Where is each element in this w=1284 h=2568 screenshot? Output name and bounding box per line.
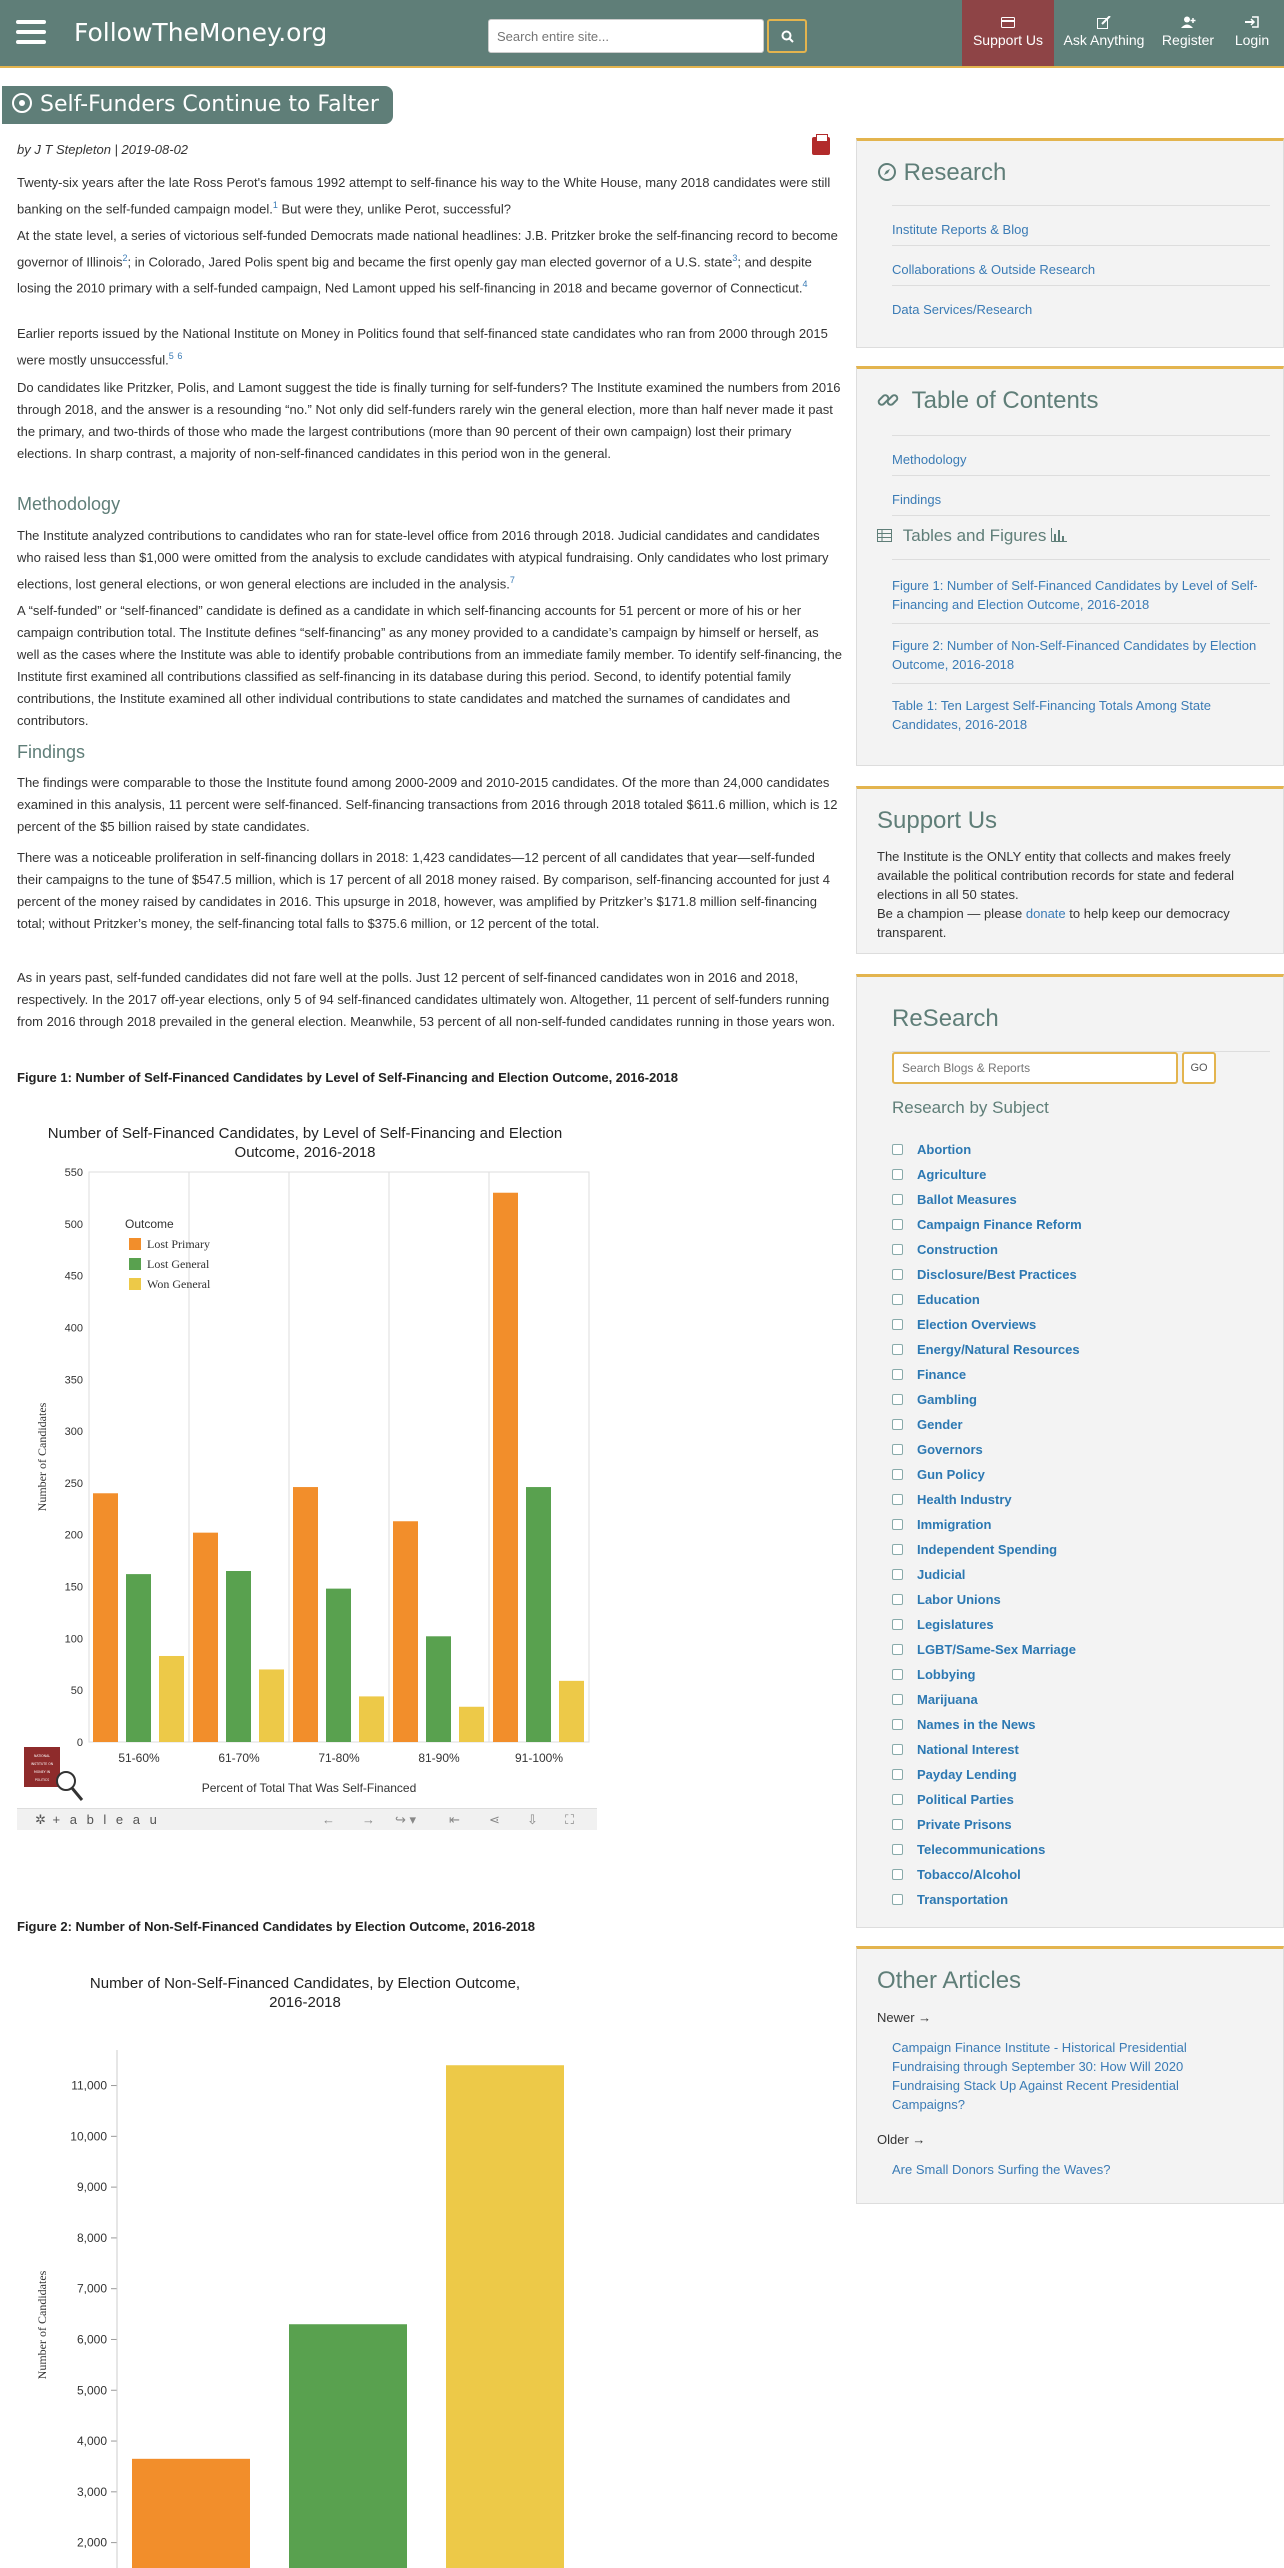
subject-checkbox[interactable] [892,1794,903,1805]
blog-search-go-button[interactable]: GO [1182,1052,1216,1084]
chart1-legend-label: Lost General [147,1257,210,1271]
chart1-legend-swatch [129,1258,141,1270]
chart1-y-tick-label: 500 [64,1218,83,1231]
divider [892,245,1270,246]
subject-checkbox[interactable] [892,1819,903,1830]
older-label: Older → [877,2132,926,2147]
subject-checkbox[interactable] [892,1194,903,1205]
subject-item[interactable] [892,1642,1076,1657]
chart2-y-tick-label: 4,000 [76,2434,107,2449]
chart1-y-tick-label: 200 [64,1529,83,1542]
chart2-y-tick-label: 7,000 [76,2281,107,2296]
toc-link-figure2[interactable]: Figure 2: Number of Non-Self-Financed Candidates by Election Outcome, 2016-2018 [892,638,1257,672]
chart1-bar[interactable] [226,1571,251,1742]
subject-item[interactable] [892,1842,1045,1857]
nav-register[interactable] [1152,0,1224,66]
nav-login-label: Login [1234,32,1270,48]
subject-item[interactable] [892,1767,1017,1782]
subject-item[interactable] [892,1342,1080,1357]
table-icon [877,529,892,542]
chart1-x-tick-label: 71-80% [318,1751,360,1765]
support-description: The Institute is the ONLY entity that collects and makes freely available the political contribution records for state and federal elections in all 50 states. [877,849,1234,902]
chart2-bar[interactable] [289,2324,407,2568]
chart1-y-tick-label: 50 [70,1685,83,1698]
subject-checkbox[interactable] [892,1569,903,1580]
support-panel [856,786,1284,954]
subject-checkbox[interactable] [892,1494,903,1505]
subject-label: Abortion [917,1142,972,1157]
subject-checkbox[interactable] [892,1394,903,1405]
tableau-logo[interactable]: ✲ + a b l e a u [35,1812,160,1827]
chart1-x-tick-label: 51-60% [118,1751,160,1765]
paragraph-state-level [17,225,842,300]
chart1-bar[interactable] [426,1636,451,1742]
figure2-caption: Figure 2: Number of Non-Self-Financed Candidates by Election Outcome, 2016-2018 [17,1919,535,1934]
subject-item[interactable] [892,1517,991,1532]
redo-icon[interactable]: → [362,1812,375,1827]
subject-label: Labor Unions [917,1592,1001,1607]
chart1-bar[interactable] [393,1521,418,1742]
research-panel [856,138,1284,348]
other-articles-panel [856,1946,1284,2204]
paragraph-text: A “self-funded” or “self-financed” candidate is defined as a candidate in which self-financing accounts for 51 percent or more of his or her campaign contribution total. The Institute defines “self-financing” as any money provided to a candidate’s campaign by himself or herself, as well as the cases where the Institute was able to identify probable contributions from an immediate family member. To identify self-financing, the Institute first examined all contributions classified as self-financing in its database during this period. Second, to identify potential family contributions, the Institute examined all other individual contributions to state candidates and matched the surnames of candidates and contributors. [17,603,842,728]
subject-item[interactable] [892,1467,985,1482]
subject-label: Gender [917,1417,963,1432]
toc-link-methodology[interactable]: Methodology [892,452,967,467]
subject-item[interactable] [892,1442,983,1457]
site-logo[interactable]: FollowTheMoney.org [74,18,328,47]
subject-label: Agriculture [917,1167,987,1182]
subject-checkbox[interactable] [892,1744,903,1755]
edit-icon [1056,16,1152,32]
bar-chart-icon [1051,528,1067,542]
older-article-link[interactable]: Are Small Donors Surfing the Waves? [892,2162,1111,2177]
svg-text:NATIONAL: NATIONAL [33,1754,51,1758]
subject-checkbox[interactable] [892,1594,903,1605]
chart1[interactable] [17,1160,597,1808]
subject-item[interactable] [892,1142,971,1157]
subject-checkbox[interactable] [892,1519,903,1530]
research-link-collaborations[interactable]: Collaborations & Outside Research [892,262,1096,277]
subject-checkbox[interactable] [892,1894,903,1905]
subject-item[interactable] [892,1667,976,1682]
subject-label: Campaign Finance Reform [917,1217,1082,1232]
chart1-legend-label: Lost Primary [147,1237,210,1251]
other-articles-title: Other Articles [877,1967,1022,1994]
paragraph-text: There was a noticeable proliferation in self-financing dollars in 2018: 1,423 candidates—12 percent of all candidates that year—self-funded their campaigns to the tune of $547.5 million, which is 17 percent of all 2018 money raised. By comparison, self-financing accounted for just 4 percent of the money raised by candidates in 2016. This upsurge in 2018, however, was amplified by Pritzker’s $171.8 million self-financing total; without Pritzker’s money, the self-financing total falls to $375.6 million, or 12 percent of the total. [17,850,830,931]
subject-checkbox[interactable] [892,1619,903,1630]
subject-checkbox[interactable] [892,1444,903,1455]
subject-label: Tobacco/Alcohol [917,1867,1021,1882]
footnote-link[interactable]: 5 [168,351,174,361]
chart1-y-tick-label: 400 [64,1322,83,1335]
subject-checkbox[interactable] [892,1144,903,1155]
subject-checkbox[interactable] [892,1469,903,1480]
nav-ask-label: Ask Anything [1063,32,1145,48]
research-search-title: ReSearch [892,1005,999,1032]
support-cta-before: Be a champion — please [877,906,1023,921]
subject-item[interactable] [892,1267,1077,1282]
chart1-bar[interactable] [159,1656,184,1742]
print-icon[interactable] [812,137,830,155]
subject-label: Immigration [917,1517,992,1532]
chart1-x-axis-label: Percent of Total That Was Self-Financed [201,1781,417,1795]
subject-checkbox[interactable] [892,1869,903,1880]
toc-link-figure1[interactable]: Figure 1: Number of Self-Financed Candidates by Level of Self-Financing and Election Outcome, 2016-2018 [892,578,1258,612]
paragraph-intro [17,172,842,220]
subject-item[interactable] [892,1867,1021,1882]
heading-methodology: Methodology [17,494,121,514]
subject-label: Governors [917,1442,983,1457]
chart1-x-tick-label: 81-90% [418,1751,460,1765]
chart1-bar[interactable] [259,1669,284,1742]
subject-item[interactable] [892,1317,1036,1332]
subject-label: Gambling [917,1392,977,1407]
subject-label: Transportation [917,1892,1009,1907]
subject-item[interactable] [892,1492,1012,1507]
paragraph-text: Twenty-six years after the late Ross Perot's famous 1992 attempt to self-finance his way to the White House, many 2018 candidates were still banking on the self-funded campaign model. [17,175,831,217]
donate-link[interactable]: donate [1025,906,1066,921]
subject-label: Marijuana [917,1692,978,1707]
nav-ask-anything[interactable] [1056,0,1152,66]
subject-label: Gun Policy [917,1467,985,1482]
heading-findings: Findings [17,742,86,762]
chart1-y-axis-label: Number of Candidates [35,1402,49,1512]
subject-label: Independent Spending [917,1542,1058,1557]
subject-item[interactable] [892,1567,965,1582]
subject-checkbox[interactable] [892,1719,903,1730]
chart2-y-tick-label: 9,000 [76,2180,107,2195]
tableau-toolbar [17,1808,597,1830]
paragraph-tide [17,377,842,465]
login-icon [1224,16,1280,32]
toc-panel [856,366,1284,766]
institute-seal [22,1745,92,1805]
footnote-link[interactable]: 3 [732,253,738,263]
chart1-x-tick-label: 61-70% [218,1751,260,1765]
svg-text:INSTITUTE ON: INSTITUTE ON [30,1762,54,1766]
subject-label: Names in the News [917,1717,1036,1732]
subject-checkbox[interactable] [892,1244,903,1255]
chart1-legend-swatch [129,1278,141,1290]
divider [892,683,1270,684]
chart2[interactable] [17,2010,597,2568]
nav-login[interactable] [1224,0,1280,66]
subject-checkbox[interactable] [892,1369,903,1380]
toc-link-table1[interactable]: Table 1: Ten Largest Self-Financing Totals Among State Candidates, 2016-2018 [892,698,1211,732]
support-cta-after: to help keep our democracy transparent. [877,906,1230,940]
chart1-bar[interactable] [93,1493,118,1742]
research-link-data-services[interactable]: Data Services/Research [892,302,1033,317]
subject-checkbox[interactable] [892,1769,903,1780]
subject-label: Lobbying [917,1667,976,1682]
blog-search-input[interactable] [892,1052,1178,1084]
subject-checkbox[interactable] [892,1694,903,1705]
tables-figures-text: Tables and Figures [902,526,1047,545]
subject-label: LGBT/Same-Sex Marriage [917,1642,1076,1657]
subject-label: Finance [917,1367,967,1382]
paragraph-text: ; and despite losing the 2010 primary with a self-funded campaign, Ned Lamont upped his self-financing in 2018 and became governor of Connecticut. [17,254,812,296]
chart2-y-axis-label: Number of Candidates [35,2270,49,2380]
footnote-link[interactable]: 1 [272,200,278,210]
subject-label: Telecommunications [917,1842,1046,1857]
subject-checkbox[interactable] [892,1344,903,1355]
chart2-y-tick-label: 11,000 [71,2078,107,2093]
nav-support-label: Support Us [972,32,1044,48]
page-title [2,86,393,124]
chart2-y-tick-label: 3,000 [76,2484,107,2499]
paragraph-text: But were they, unlike Perot, successful? [281,201,512,217]
paragraph-findings-1 [17,772,842,838]
subject-item[interactable] [892,1592,1001,1607]
subject-checkbox[interactable] [892,1544,903,1555]
chart2-y-tick-label: 8,000 [76,2230,107,2245]
chart2-y-tick-label: 2,000 [76,2535,107,2550]
svg-text:MONEY IN: MONEY IN [34,1770,50,1774]
link-icon [877,389,899,411]
subject-checkbox[interactable] [892,1269,903,1280]
toc-title-text: Table of Contents [911,387,1099,414]
research-title [877,159,1006,187]
chart1-x-tick-label: 91-100% [514,1751,564,1765]
subject-label: Construction [917,1242,998,1257]
chart1-bar[interactable] [559,1681,584,1742]
subject-item[interactable] [892,1292,980,1307]
footnote-link[interactable]: 4 [802,279,808,290]
research-by-subject-heading: Research by Subject [892,1098,1049,1117]
subject-item[interactable] [892,1367,966,1382]
tables-figures-heading [877,526,1067,546]
tableau-logo-text: + a b l e a u [52,1812,160,1827]
paragraph-text: As in years past, self-funded candidates did not fare well at the polls. Just 12 percent of self-financed candidates won in 2016 and 2018, respectively. In the 2017 off-year elections, only 5 of 94 self-financed candidates ultimately won. Altogether, 11 percent of self-funders running from 2016 through 2018 prevailed in the general election. Meanwhile, 53 percent of all non-self-funded candidates running in those years won. [17,970,836,1029]
site-search-button[interactable] [767,19,807,53]
subject-label: Disclosure/Best Practices [917,1267,1077,1282]
chart1-legend-label: Won General [147,1277,211,1291]
chart1-y-tick-label: 150 [64,1581,83,1594]
credit-card-icon [962,16,1054,32]
chart1-bar[interactable] [526,1487,551,1742]
subject-checkbox[interactable] [892,1319,903,1330]
subject-checkbox[interactable] [892,1844,903,1855]
subject-item[interactable] [892,1167,986,1182]
subject-label: Education [917,1292,980,1307]
paragraph-methodology-2 [17,600,842,732]
paragraph-earlier-reports [17,323,842,371]
chart1-bar[interactable] [126,1574,151,1742]
fullscreen-icon[interactable]: ⛶ [565,1812,575,1827]
search-icon [781,30,794,43]
research-link-reports[interactable]: Institute Reports & Blog [892,222,1029,237]
chart1-bar[interactable] [459,1707,484,1742]
chart1-y-tick-label: 450 [64,1270,83,1283]
subject-item[interactable] [892,1242,998,1257]
subject-item[interactable] [892,1792,1014,1807]
chart1-y-tick-label: 250 [64,1477,83,1490]
subject-label: Ballot Measures [917,1192,1017,1207]
byline: by J T Stepleton | 2019-08-02 [17,142,189,157]
compass-icon [12,93,32,113]
divider [892,205,1270,206]
add-user-icon [1152,16,1224,32]
chart2-bar[interactable] [446,2065,564,2568]
site-search-input[interactable] [488,19,764,53]
page-title-text: Self-Funders Continue to Falter [40,92,379,117]
reset-icon[interactable]: ⇤ [449,1812,460,1827]
chart1-y-tick-label: 300 [64,1426,83,1439]
chart2-y-tick-label: 6,000 [76,2332,107,2347]
chart1-bar[interactable] [359,1696,384,1742]
newer-label: Newer → [877,2010,932,2025]
subject-label: Legislatures [917,1617,994,1632]
chart1-y-tick-label: 0 [76,1737,83,1749]
paragraph-text: Earlier reports issued by the National Institute on Money in Politics found that self-financed state candidates who ran from 2000 through 2015 were mostly unsuccessful. [17,326,828,368]
chart1-y-tick-label: 350 [64,1374,83,1387]
chart1-bar[interactable] [326,1589,351,1742]
divider [892,623,1270,624]
subject-item[interactable] [892,1542,1057,1557]
footnote-link[interactable]: 7 [509,575,515,585]
subject-item[interactable] [892,1417,963,1432]
subject-label: Political Parties [917,1792,1014,1807]
paragraph-text: Do candidates like Pritzker, Polis, and Lamont suggest the tide is finally turning for self-funders? The Institute examined the numbers from 2016 through 2018, and the answer is a resounding “no.” Not only did self-funders rarely win the general election, more than half never made it past the primary, and two-thirds of those who made the largest contributions (more than 90 percent of their own campaign) lost their primary elections. In sharp contrast, a majority of non-self-financed candidates in this period won in the general. [17,380,841,461]
subject-item[interactable] [892,1192,1017,1207]
chart1-title: Number of Self-Financed Candidates, by Level of Self-Financing and Election Outcome, 2016-2018 [47,1125,563,1161]
chart1-legend-title: Outcome [125,1217,174,1231]
top-navbar [0,0,1284,68]
undo-icon[interactable]: ← [322,1812,335,1827]
paragraph-text: At the state level, a series of victorious self-funded Democrats made national headlines: J.B. Pritzker broke the self-financing record to become governor of Illinois [17,228,838,270]
compass-icon [877,162,897,182]
nav-register-label: Register [1161,32,1215,48]
chart1-y-tick-label: 550 [64,1167,83,1179]
chart2-title: Number of Non-Self-Financed Candidates, by Election Outcome, 2016-2018 [89,1975,521,2011]
subject-item[interactable] [892,1742,1019,1757]
chart2-y-tick-label: 10,000 [70,2129,107,2144]
subject-label: Payday Lending [917,1767,1017,1782]
support-title: Support Us [877,807,998,834]
chart1-bar[interactable] [193,1533,218,1742]
nav-support-us[interactable] [962,0,1054,66]
chart1-legend-swatch [129,1238,141,1250]
paragraph-text: The Institute analyzed contributions to candidates who ran for state-level office from 2016 through 2018. Judicial candidates and candidates who raised less than $1,000 were omitted from the analysis to exclude candidates with atypical fundraising. Only candidates who lost primary elections, lost general elections, or won general elections are included in the analysis. [17,528,829,592]
subject-item[interactable] [892,1217,1082,1232]
subject-item[interactable] [892,1392,977,1407]
support-text [877,847,1277,942]
svg-text:POLITICS: POLITICS [34,1778,50,1782]
footnote-link[interactable]: 2 [122,253,128,263]
toc-title [877,387,1098,415]
footnote-link[interactable]: 6 [177,351,183,361]
chart1-bar[interactable] [493,1193,518,1742]
subject-label: Election Overviews [917,1317,1037,1332]
divider [892,515,1270,516]
subject-label: Private Prisons [917,1817,1012,1832]
subject-checkbox[interactable] [892,1419,903,1430]
menu-icon[interactable] [16,20,46,44]
research-title-text: Research [903,159,1007,186]
subject-label: Energy/Natural Resources [917,1342,1080,1357]
paragraph-methodology-1 [17,525,842,595]
chart1-y-tick-label: 100 [64,1633,83,1646]
subject-item[interactable] [892,1617,994,1632]
subject-item[interactable] [892,1692,978,1707]
research-by-subject-panel [856,974,1284,1928]
subject-item[interactable] [892,1817,1012,1832]
figure1-caption: Figure 1: Number of Self-Financed Candidates by Level of Self-Financing and Election Outcome, 2016-2018 [17,1070,678,1085]
subject-checkbox[interactable] [892,1294,903,1305]
download-icon[interactable]: ⇩ [527,1812,538,1827]
subject-checkbox[interactable] [892,1644,903,1655]
chart1-bar[interactable] [293,1487,318,1742]
toc-link-findings[interactable]: Findings [892,492,942,507]
paragraph-findings-3 [17,967,842,1033]
subject-label: Judicial [917,1567,966,1582]
revert-icon[interactable]: ↪ ▾ [395,1812,417,1827]
chart2-bar[interactable] [132,2459,250,2568]
paragraph-findings-2 [17,847,842,935]
subject-checkbox[interactable] [892,1219,903,1230]
newer-article-link[interactable]: Campaign Finance Institute - Historical Presidential Fundraising through September 30: How Will 2020 Fundraising Stack Up Against Recent Presidential Campaigns? [892,2040,1187,2112]
subject-checkbox[interactable] [892,1169,903,1180]
paragraph-text: ; in Colorado, Jared Polis spent big and became the first openly gay man elected governor of a U.S. state [127,254,733,270]
subject-label: Health Industry [917,1492,1012,1507]
divider [892,559,1270,560]
subject-item[interactable] [892,1892,1008,1907]
divider [892,435,1270,436]
paragraph-text: The findings were comparable to those the Institute found among 2000-2009 and 2010-2015 candidates. Of the more than 24,000 candidates examined in this analysis, 11 percent were self-financed. Self-financing transactions from 2016 through 2018 totaled $611.6 million, which is 12 percent of the $5 billion raised by state candidates. [17,775,838,834]
share-icon[interactable]: ⋖ [489,1812,500,1827]
divider [892,285,1270,286]
chart2-y-tick-label: 5,000 [76,2383,107,2398]
subject-label: National Interest [917,1742,1019,1757]
subject-item[interactable] [892,1717,1036,1732]
subject-checkbox[interactable] [892,1669,903,1680]
divider [892,475,1270,476]
